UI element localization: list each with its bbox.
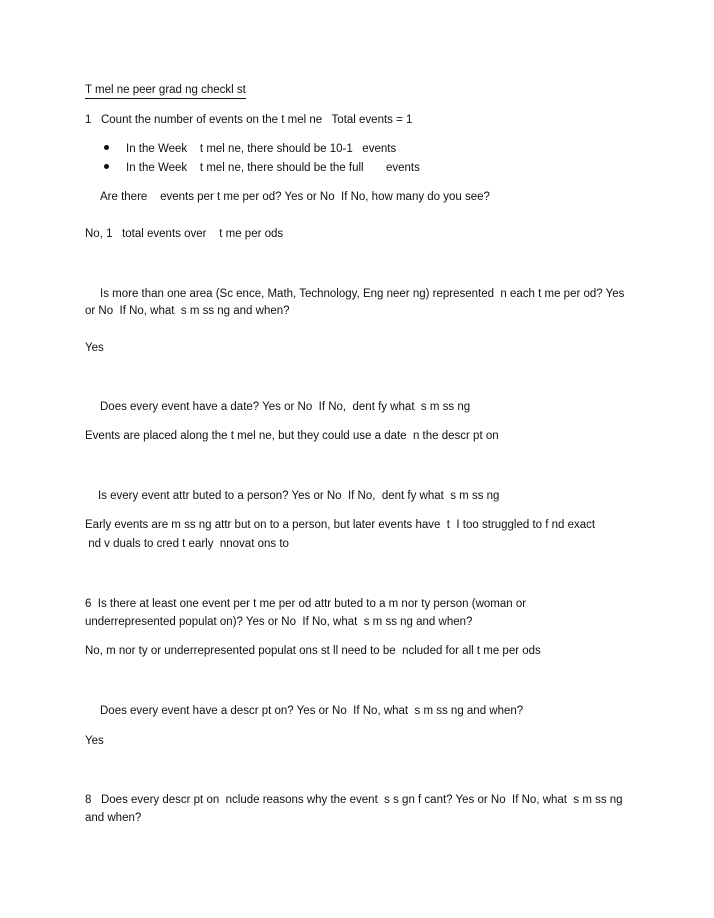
- answer-5-line-2: nd v duals to cred t early nnovat ons to: [85, 538, 289, 550]
- answer-7: Yes: [85, 735, 104, 747]
- question-3-line-1: Is more than one area (Sc ence, Math, Technology, Eng neer ng) represented n each t me per od? Yes: [100, 288, 625, 300]
- bullet-item-2: In the Week t mel ne, there should be the full events: [126, 162, 420, 174]
- question-6-line-2: underrepresented populat on)? Yes or No If No, what s m ss ng and when?: [85, 616, 473, 628]
- question-7: Does every event have a descr pt on? Yes or No If No, what s m ss ng and when?: [100, 705, 524, 717]
- question-3-line-2: or No If No, what s m ss ng and when?: [85, 305, 290, 317]
- answer-4: Events are placed along the t mel ne, but they could use a date n the descr pt on: [85, 430, 499, 442]
- question-8-line-2: and when?: [85, 812, 142, 824]
- bullet-icon: [104, 164, 109, 169]
- question-1: 1 Count the number of events on the t mel ne Total events = 1: [85, 114, 413, 126]
- answer-2: No, 1 total events over t me per ods: [85, 228, 284, 240]
- document-title: T mel ne peer grad ng checkl st: [85, 83, 246, 99]
- question-5: Is every event attr buted to a person? Yes or No If No, dent fy what s m ss ng: [98, 490, 500, 502]
- answer-3: Yes: [85, 342, 104, 354]
- answer-6: No, m nor ty or underrepresented populat ons st ll need to be ncluded for all t me per ods: [85, 645, 541, 657]
- bullet-icon: [104, 145, 109, 150]
- bullet-item-1: In the Week t mel ne, there should be 10-1 events: [126, 143, 397, 155]
- question-6-line-1: 6 Is there at least one event per t me per od attr buted to a m nor ty person (woman or: [85, 598, 527, 610]
- question-2: Are there events per t me per od? Yes or No If No, how many do you see?: [100, 191, 490, 203]
- answer-5-line-1: Early events are m ss ng attr but on to a person, but later events have t I too struggled to f nd exact: [85, 519, 596, 531]
- question-4: Does every event have a date? Yes or No If No, dent fy what s m ss ng: [100, 401, 471, 413]
- question-8-line-1: 8 Does every descr pt on nclude reasons why the event s s gn f cant? Yes or No If No, what s m ss ng: [85, 794, 623, 806]
